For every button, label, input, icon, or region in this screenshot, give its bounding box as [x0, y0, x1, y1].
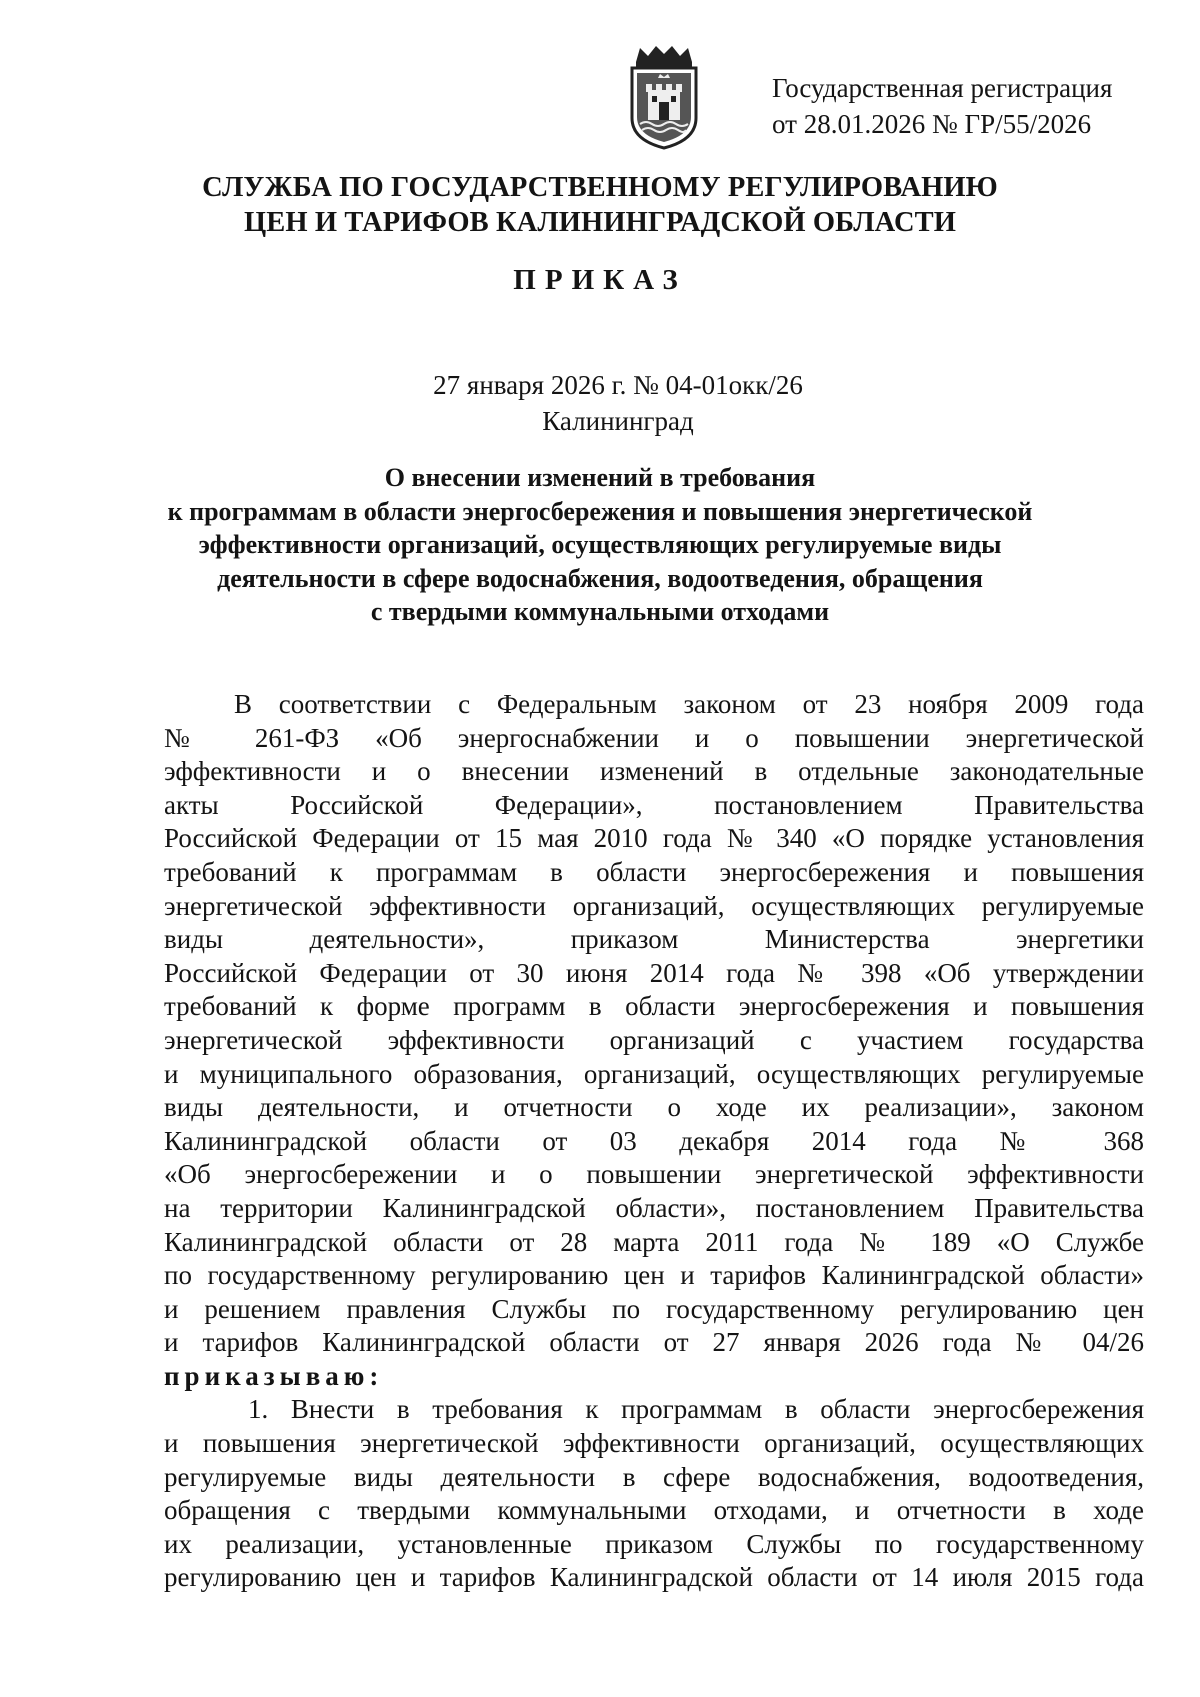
order-subject [0, 461, 1200, 629]
subject-line: с твердыми коммунальными отходами [370, 597, 830, 626]
body-line: «Об энергосбережении и о повышении энергетической эффективности [164, 1159, 1144, 1190]
organization-line-1: СЛУЖБА ПО ГОСУДАРСТВЕННОМУ РЕГУЛИРОВАНИЮ [202, 172, 998, 203]
body-line: и муниципального образования, организаций, осуществляющих регулируемые [164, 1058, 1144, 1089]
body-line: № 261-ФЗ «Об энергоснабжении и о повышении энергетической [164, 722, 1144, 753]
body-line: эффективности и о внесении изменений в отдельные законодательные [164, 756, 1144, 787]
body-line: Российской Федерации от 30 июня 2014 года № 398 «Об утверждении [164, 957, 1144, 988]
registration-line-1: Государственная регистрация [772, 73, 1113, 103]
item-1-line: регулируемые виды деятельности в сфере водоснабжения, водоотведения, [164, 1461, 1144, 1492]
body-line: виды деятельности, и отчетности о ходе их реализации», законом [164, 1092, 1144, 1123]
body-line: требований к программам в области энергосбережения и повышения [164, 856, 1144, 887]
subject-line: О внесении изменений в требования [384, 463, 816, 492]
registration-line-2: от 28.01.2026 № ГР/55/2026 [772, 109, 1092, 139]
body-line: Калининградской области от 03 декабря 2014 года № 368 [164, 1125, 1144, 1156]
body-line: виды деятельности», приказом Министерства энергетики [164, 924, 1144, 955]
order-body [164, 688, 1144, 1595]
body-line: акты Российской Федерации», постановлением Правительства [164, 789, 1144, 820]
body-line: по государственному регулированию цен и тарифов Калининградской области» [164, 1260, 1144, 1291]
item-1-line: их реализации, установленные приказом Службы по государственному [164, 1528, 1144, 1559]
body-line: В соответствии с Федеральным законом от 23 ноября 2009 года [234, 689, 1144, 719]
item-1-line: регулированию цен и тарифов Калининградской области от 14 июля 2015 года [164, 1562, 1144, 1593]
body-line: энергетической эффективности организаций с участием государства [164, 1024, 1144, 1055]
subject-line: к программам в области энергосбережения и повышения энергетической [167, 496, 1033, 526]
body-line: Калининградской области от 28 марта 2011 года № 189 «О Службе [164, 1226, 1144, 1257]
coat-of-arms-emblem [626, 44, 702, 150]
order-date-number: 27 января 2026 г. № 04-01окк/26 [433, 370, 803, 400]
subject-line: деятельности в сфере водоснабжения, водоотведения, обращения [217, 563, 983, 593]
order-city: Калининград [542, 406, 694, 436]
body-line: и решением правления Службы по государственному регулированию цен [164, 1293, 1144, 1324]
order-meta [0, 367, 1200, 439]
body-line: требований к форме программ в области энергосбережения и повышения [164, 991, 1144, 1022]
order-word: приказываю: [164, 1360, 384, 1391]
item-1-line: 1. Внести в требования к программам в области энергосбережения [248, 1394, 1144, 1425]
body-line: Российской Федерации от 15 мая 2010 года № 340 «О порядке установления [164, 823, 1144, 854]
body-line: на территории Калининградской области», постановлением Правительства [164, 1192, 1144, 1223]
body-line: энергетической эффективности организаций, осуществляющих регулируемые [164, 890, 1144, 921]
organization-line-2: ЦЕН И ТАРИФОВ КАЛИНИНГРАДСКОЙ ОБЛАСТИ [243, 207, 957, 238]
organization-name [0, 170, 1200, 240]
body-line: и тарифов Калининградской области от 27 января 2026 года № 04/26 [164, 1327, 1144, 1358]
item-1-line: и повышения энергетической эффективности организаций, осуществляющих [164, 1428, 1144, 1459]
subject-line: эффективности организаций, осуществляющих регулируемые виды [198, 530, 1002, 559]
document-type-heading: ПРИКАЗ [513, 264, 687, 296]
item-1-line: обращения с твердыми коммунальными отходами, и отчетности в ходе [164, 1495, 1144, 1526]
state-registration-stamp [772, 70, 1152, 142]
